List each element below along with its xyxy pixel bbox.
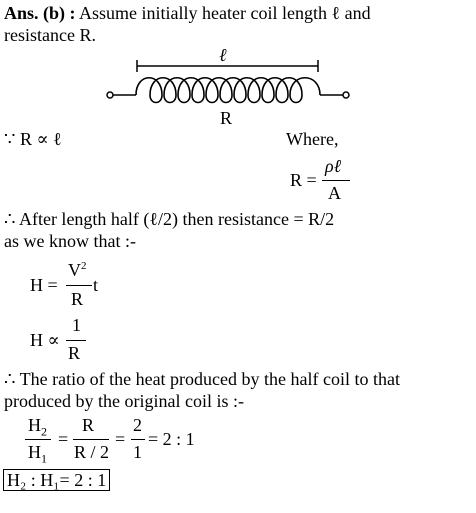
half-length-line-1: ∴ After length half (ℓ/2) then resistance = R/2 xyxy=(4,209,335,229)
resistance-denominator: A xyxy=(328,183,341,203)
ratio-r-denominator: R / 2 xyxy=(74,442,110,462)
half-length-line-2: as we know that :- xyxy=(4,231,136,251)
ratio-line-1: ∴ The ratio of the heat produced by the half coil to that xyxy=(4,369,400,389)
ratio-one-denominator: 1 xyxy=(133,442,142,462)
heat-formula-time: t xyxy=(93,275,99,295)
resistance-fraction-bar xyxy=(322,180,350,181)
intro-line-2: resistance R. xyxy=(4,25,96,45)
where-label: Where, xyxy=(286,129,339,149)
since-symbol: ∵ xyxy=(4,129,16,149)
ratio-equals-2: = xyxy=(115,429,126,449)
voltage-exponent: 2 xyxy=(81,260,87,272)
resistance-lhs: R = xyxy=(290,170,317,190)
heat-prop-lhs: H ∝ xyxy=(30,330,60,350)
heat-formula-fraction-bar xyxy=(66,285,92,286)
ratio-line-2: produced by the original coil is :- xyxy=(4,391,244,411)
answer-label: Ans. (b) : xyxy=(4,3,76,23)
ratio-h2: $H_2$ xyxy=(28,415,47,439)
heat-prop-numerator: 1 xyxy=(72,315,81,335)
heat-formula-denominator: R xyxy=(71,289,84,309)
intro-line-1 xyxy=(4,4,371,22)
heat-prop-denominator: R xyxy=(68,343,81,363)
heater-coil-diagram xyxy=(0,40,476,170)
ratio-result: = 2 : 1 xyxy=(148,429,195,449)
heat-formula-numerator xyxy=(68,261,87,279)
ratio-h1: $H_1$ xyxy=(28,442,47,466)
ratio-two-numerator: 2 xyxy=(133,415,142,435)
ratio-equals-1: = xyxy=(58,429,69,449)
ratio-r-numerator: R xyxy=(82,415,95,435)
ratio-two-fraction-bar xyxy=(131,439,145,440)
proportion-text: R ∝ ℓ xyxy=(19,129,62,149)
final-answer-box: H₂ : H₁= 2 : 1 xyxy=(3,469,110,491)
proportion-line xyxy=(4,130,62,148)
resistance-numerator: ρℓ xyxy=(325,156,342,176)
ratio-h-fraction-bar xyxy=(25,439,51,440)
voltage-symbol: V xyxy=(68,260,81,280)
heat-formula-lhs: H = xyxy=(30,275,58,295)
coil-length-label: ℓ xyxy=(219,45,227,65)
heat-prop-fraction-bar xyxy=(66,340,86,341)
coil-resistance-label: R xyxy=(220,108,233,128)
intro-text: Assume initially heater coil length ℓ and xyxy=(79,3,371,23)
ratio-r-fraction-bar xyxy=(73,439,109,440)
